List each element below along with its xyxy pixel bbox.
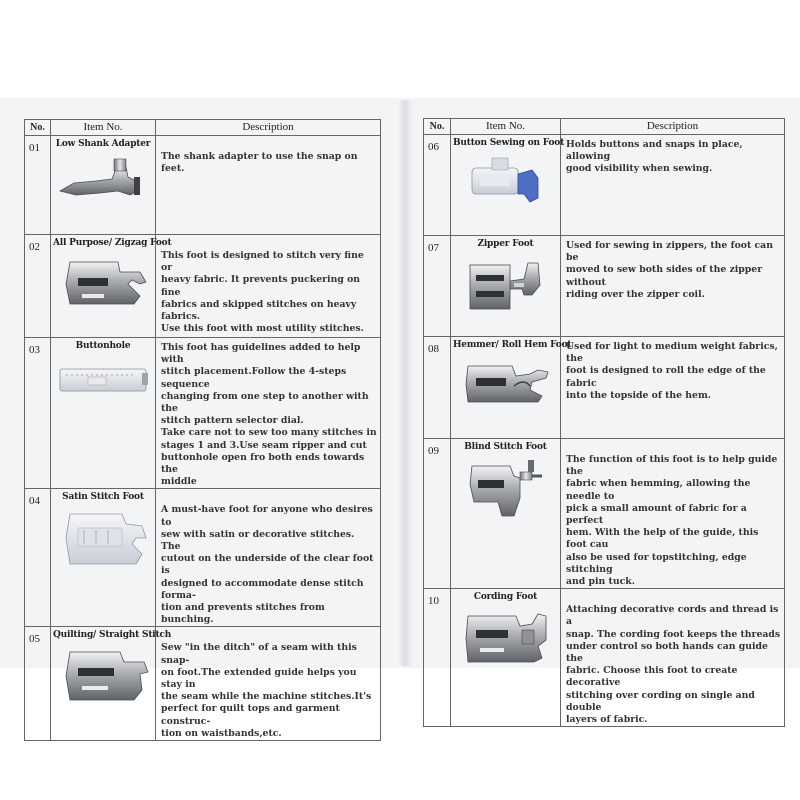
cording-foot-icon: [458, 608, 553, 666]
item-name: Button Sewing on Foot: [453, 138, 565, 148]
table-header: [424, 119, 785, 135]
header-no: No.: [25, 120, 51, 136]
item-cell: [51, 136, 156, 235]
table-row: [25, 627, 381, 741]
row-number: 07: [424, 236, 451, 337]
item-description: Used for sewing in zippers, the foot can be moved to sew both sides of the zipper without riding over the zipper coil.: [561, 236, 785, 337]
item-name: Low Shank Adapter: [55, 139, 151, 149]
item-description: A must-have foot for anyone who desires to sew with satin or decorative stitches. The cutout on the underside of the clear foot is designed to accommodate dense stitch forma- tion and prevents stitches from bunching.: [156, 489, 381, 627]
item-name: Hemmer/ Roll Hem Foot: [453, 340, 572, 350]
satin-stitch-foot-icon: [56, 508, 151, 568]
row-number: 02: [25, 235, 51, 338]
table-header: [25, 120, 381, 136]
item-name: Quilting/ Straight Stitch: [53, 630, 172, 641]
page-fold: [398, 100, 412, 666]
presser-foot-table-right: [423, 118, 785, 727]
item-description: Used for light to medium weight fabrics, the foot is designed to roll the edge of the fabric into the topside of the hem.: [561, 337, 785, 439]
item-name: Buttonhole: [75, 341, 131, 351]
row-number: 09: [424, 439, 451, 589]
row-number: 05: [25, 627, 51, 741]
item-cell: [51, 235, 172, 338]
item-cell: [51, 627, 172, 741]
item-cell: [451, 337, 572, 439]
buttonhole-foot-icon: [56, 357, 151, 397]
item-description: The shank adapter to use the snap on feet.: [156, 136, 381, 235]
table-row: [25, 235, 381, 338]
row-number: 03: [25, 338, 51, 489]
quilting-foot-icon: [56, 646, 151, 706]
low-shank-adapter-icon: [56, 155, 151, 203]
item-cell: [51, 338, 156, 489]
row-number: 08: [424, 337, 451, 439]
table-row: [25, 136, 381, 235]
zigzag-foot-icon: [56, 254, 151, 310]
item-description: Holds buttons and snaps in place, allowing good visibility when sewing.: [561, 135, 785, 236]
item-cell: [51, 489, 156, 627]
row-number: 01: [25, 136, 51, 235]
row-number: 04: [25, 489, 51, 627]
item-cell: [451, 589, 561, 727]
item-name: Blind Stitch Foot: [464, 442, 547, 452]
item-description: This foot has guidelines added to help with stitch placement.Follow the 4-steps sequence changing from one step to another with the stitch pattern selector dial. Take care not to sew too many stitches in stages 1 and 3.Use seam ripper and cut buttonhole open fro both ends towards the middle: [156, 338, 381, 489]
item-name: Satin Stitch Foot: [62, 492, 144, 503]
header-item: Item No.: [451, 119, 561, 135]
row-number: 06: [424, 135, 451, 236]
blind-stitch-foot-icon: [458, 458, 553, 520]
row-number: 10: [424, 589, 451, 727]
item-description: Sew "in the ditch" of a seam with this snap- on foot.The extended guide helps you stay in the seam while the machine stitches.It's perfect for quilt tops and garment construc- tion on waistbands,etc.: [156, 627, 381, 741]
item-cell: [451, 135, 565, 236]
table-row: [424, 135, 785, 236]
item-cell: [451, 236, 561, 337]
table-row: [25, 489, 381, 627]
item-name: Zipper Foot: [477, 239, 534, 249]
item-description: Attaching decorative cords and thread is a snap. The cording foot keeps the threads under control so both hands can guide the fabric. Choose this foot to create decorative stitching over cording on single and double layers of fabric.: [561, 589, 785, 727]
table-row: [424, 337, 785, 439]
item-description: The function of this foot is to help guide the fabric when hemming, allowing the needle to pick a small amount of fabric for a perfect hem. With the help of the guide, this foot cau also be used for topstitching, edge stitching and pin tuck.: [561, 439, 785, 589]
header-description: Description: [561, 119, 785, 135]
table-row: [424, 589, 785, 727]
item-name: All Purpose/ Zigzag Foot: [53, 238, 172, 248]
table-row: [424, 236, 785, 337]
presser-foot-table-left: [24, 119, 381, 741]
roll-hem-foot-icon: [458, 356, 553, 406]
item-description: This foot is designed to stitch very fine or heavy fabric. It prevents puckering on fine fabrics and skipped stitches on heavy fabrics. Use this foot with most utility stitches.: [156, 235, 381, 338]
zipper-foot-icon: [458, 255, 553, 315]
table-row: [424, 439, 785, 589]
button-sewing-foot-icon: [458, 154, 553, 208]
header-item: Item No.: [51, 120, 156, 136]
item-cell: [451, 439, 561, 589]
header-no: No.: [424, 119, 451, 135]
header-description: Description: [156, 120, 381, 136]
table-row: [25, 338, 381, 489]
item-name: Cording Foot: [473, 592, 538, 603]
